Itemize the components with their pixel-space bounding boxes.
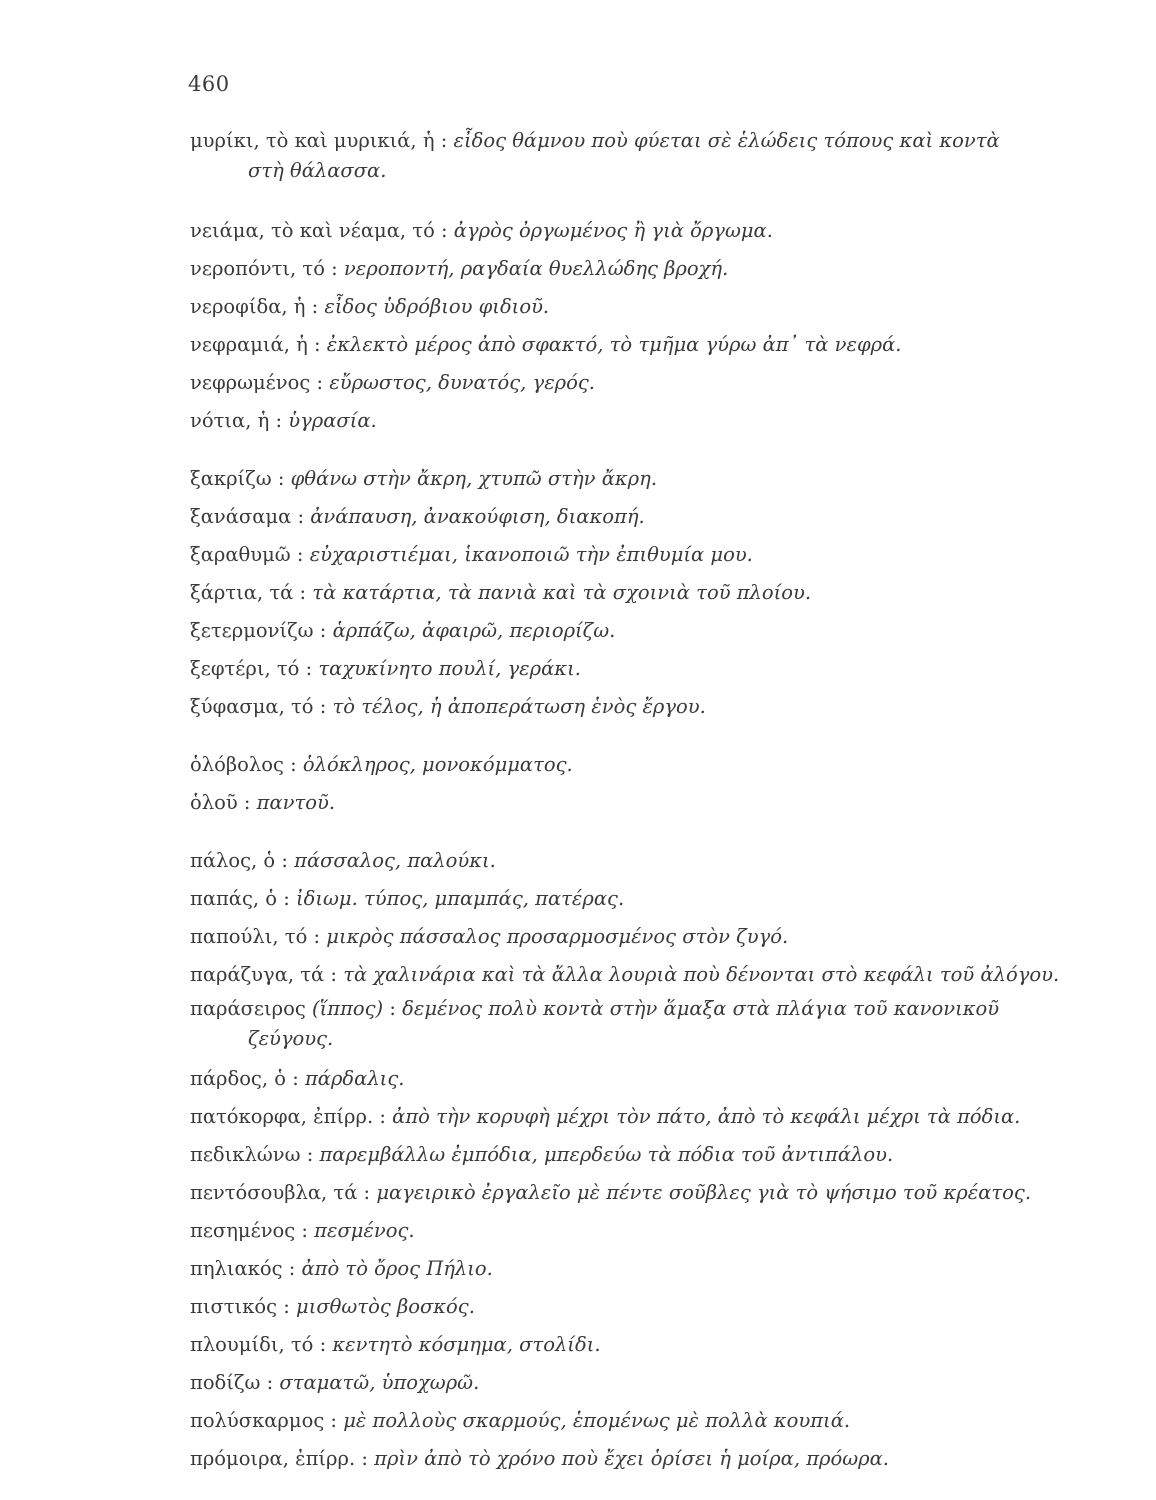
glossary-entry: παράσειρος (ἵππος) : δεμένος πολὺ κοντὰ στὴν ἅμαξα στὰ πλάγια τοῦ κανονικοῦ ζεύγους.: [190, 994, 1050, 1060]
definition: ταχυκίνητο πουλί, γεράκι.: [318, 657, 581, 680]
definition: ἀγρὸς ὀργωμένος ἢ γιὰ ὄργωμα.: [453, 219, 773, 242]
definition: εὔρωστος, δυνατός, γερός.: [329, 371, 595, 394]
grammar-note: (ἵππος): [312, 997, 384, 1020]
headword: νειάμα, τὸ καὶ νέαμα, τό: [190, 219, 435, 242]
headword: πεδικλώνω: [190, 1143, 301, 1166]
headword: νεροφίδα, ἡ: [190, 295, 306, 318]
glossary-entry: πεντόσουβλα, τά : μαγειρικὸ ἐργαλεῖο μὲ πέντε σοῦβλες γιὰ τὸ ψήσιμο τοῦ κρέατος.: [190, 1181, 1032, 1204]
definition: πρὶν ἀπὸ τὸ χρόνο ποὺ ἔχει ὁρίσει ἡ μοίρα, πρόωρα.: [374, 1447, 889, 1470]
glossary-entry: ξακρίζω : φθάνω στὴν ἄκρη, χτυπῶ στὴν ἄκρη.: [190, 467, 658, 490]
definition: παρεμβάλλω ἐμπόδια, μπερδεύω τὰ πόδια τοῦ ἀντιπάλου.: [319, 1143, 894, 1166]
definition: κεντητὸ κόσμημα, στολίδι.: [332, 1333, 601, 1356]
headword: νεφραμιά, ἡ: [190, 333, 308, 356]
definition: ὑγρασία.: [288, 409, 377, 432]
definition: νεροποντή, ραγδαία θυελλώδης βροχή.: [343, 257, 729, 280]
section-gap: [190, 726, 1050, 746]
headword: πολύσκαρμος: [190, 1409, 325, 1432]
headword: νεροπόντι, τό: [190, 257, 325, 280]
glossary-entry: νεροφίδα, ἡ : εἶδος ὑδρόβιου φιδιοῦ.: [190, 295, 550, 318]
headword: ξάρτια, τά: [190, 581, 294, 604]
glossary-entry: ξάρτια, τά : τὰ κατάρτια, τὰ πανιὰ καὶ τὰ σχοινιὰ τοῦ πλοίου.: [190, 581, 812, 604]
definition: πάρδαλις.: [304, 1067, 405, 1090]
definition: φθάνω στὴν ἄκρη, χτυπῶ στὴν ἄκρη.: [290, 467, 658, 490]
definition-continued: στὴ θάλασσα.: [248, 159, 387, 182]
glossary-entry: μυρίκι, τὸ καὶ μυρικιά, ἡ : εἶδος θάμνου ποὺ φύεται σὲ ἑλώδεις τόπους καὶ κοντὰ στὴ θάλασσα.: [190, 126, 1050, 192]
glossary-entry: πάρδος, ὁ : πάρδαλις.: [190, 1067, 405, 1090]
headword: πλουμίδι, τό: [190, 1333, 314, 1356]
glossary-entry: νεφρωμένος : εὔρωστος, δυνατός, γερός.: [190, 371, 595, 394]
definition: πεσμένος.: [314, 1219, 415, 1242]
page-number: 460: [188, 72, 230, 96]
definition: μισθωτὸς βοσκός.: [296, 1295, 475, 1318]
definition: πάσσαλος, παλούκι.: [294, 849, 496, 872]
glossary-entry: ξετερμονίζω : ἁρπάζω, ἀφαιρῶ, περιορίζω.: [190, 619, 616, 642]
glossary-entry: πεσημένος : πεσμένος.: [190, 1219, 415, 1242]
glossary-entry: ὁλοῦ : παντοῦ.: [190, 791, 336, 814]
glossary-entry: πεδικλώνω : παρεμβάλλω ἐμπόδια, μπερδεύω τὰ πόδια τοῦ ἀντιπάλου.: [190, 1143, 894, 1166]
definition: εἶδος θάμνου ποὺ φύεται σὲ ἑλώδεις τόπους καὶ κοντὰ: [453, 129, 1000, 152]
headword: ὁλόβολος: [190, 753, 284, 776]
glossary-entry: πολύσκαρμος : μὲ πολλοὺς σκαρμούς, ἑπομένως μὲ πολλὰ κουπιά.: [190, 1409, 851, 1432]
glossary-entry: πρόμοιρα, ἐπίρρ. : πρὶν ἀπὸ τὸ χρόνο ποὺ ἔχει ὁρίσει ἡ μοίρα, πρόωρα.: [190, 1447, 889, 1470]
definition: ἀνάπαυση, ἀνακούφιση, διακοπή.: [310, 505, 645, 528]
glossary-entry: πατόκορφα, ἐπίρρ. : ἀπὸ τὴν κορυφὴ μέχρι τὸν πάτο, ἀπὸ τὸ κεφάλι μέχρι τὰ πόδια.: [190, 1105, 1021, 1128]
definition: μαγειρικὸ ἐργαλεῖο μὲ πέντε σοῦβλες γιὰ τὸ ψήσιμο τοῦ κρέατος.: [376, 1181, 1032, 1204]
glossary-entry: πάλος, ὁ : πάσσαλος, παλούκι.: [190, 849, 496, 872]
headword: νεφρωμένος: [190, 371, 311, 394]
glossary-entry: ξύφασμα, τό : τὸ τέλος, ἡ ἀποπεράτωση ἑνὸς ἔργου.: [190, 695, 706, 718]
definition: μὲ πολλοὺς σκαρμούς, ἑπομένως μὲ πολλὰ κουπιά.: [343, 1409, 851, 1432]
definition: εἶδος ὑδρόβιου φιδιοῦ.: [324, 295, 550, 318]
headword: ξαραθυμῶ: [190, 543, 291, 566]
section-gap: [190, 822, 1050, 842]
glossary-entry: νεφραμιά, ἡ : ἐκλεκτὸ μέρος ἀπὸ σφακτό, τὸ τμῆμα γύρω ἀπ᾽ τὰ νεφρά.: [190, 333, 902, 356]
glossary-entry: ξαραθυμῶ : εὐχαριστιέμαι, ἱκανοποιῶ τὴν ἐπιθυμία μου.: [190, 543, 753, 566]
glossary-entry: ξανάσαμα : ἀνάπαυση, ἀνακούφιση, διακοπή.: [190, 505, 645, 528]
headword: πιστικός: [190, 1295, 278, 1318]
definition: εὐχαριστιέμαι, ἱκανοποιῶ τὴν ἐπιθυμία μου.: [309, 543, 753, 566]
glossary-entry: παπούλι, τό : μικρὸς πάσσαλος προσαρμοσμένος στὸν ζυγό.: [190, 925, 789, 948]
headword: ποδίζω: [190, 1371, 261, 1394]
definition: δεμένος πολὺ κοντὰ στὴν ἅμαξα στὰ πλάγια τοῦ κανονικοῦ: [402, 997, 1000, 1020]
headword: ξακρίζω: [190, 467, 272, 490]
glossary-entry: νεροπόντι, τό : νεροποντή, ραγδαία θυελλώδης βροχή.: [190, 257, 729, 280]
definition: σταματῶ, ὑποχωρῶ.: [279, 1371, 480, 1394]
headword: παράσειρος: [190, 997, 306, 1020]
headword: ξύφασμα, τό: [190, 695, 314, 718]
definition-continued: ζεύγους.: [248, 1027, 334, 1050]
headword: πεντόσουβλα, τά: [190, 1181, 358, 1204]
definition: ἀπὸ τὴν κορυφὴ μέχρι τὸν πάτο, ἀπὸ τὸ κεφάλι μέχρι τὰ πόδια.: [392, 1105, 1021, 1128]
section-gap: [190, 192, 1050, 212]
headword: παράζυγα, τά: [190, 963, 325, 986]
definition: ὁλόκληρος, μονοκόμματος.: [302, 753, 573, 776]
definition: ἁρπάζω, ἀφαιρῶ, περιορίζω.: [332, 619, 616, 642]
headword: πάλος, ὁ: [190, 849, 276, 872]
definition: ἰδιωμ. τύπος, μπαμπάς, πατέρας.: [296, 887, 625, 910]
headword: πηλιακός: [190, 1257, 283, 1280]
glossary-entry: ποδίζω : σταματῶ, ὑποχωρῶ.: [190, 1371, 480, 1394]
glossary-list: [190, 126, 1060, 1478]
headword: πεσημένος: [190, 1219, 296, 1242]
glossary-entry: ξεφτέρι, τό : ταχυκίνητο πουλί, γεράκι.: [190, 657, 581, 680]
glossary-entry: παράζυγα, τά : τὰ χαλινάρια καὶ τὰ ἄλλα λουριὰ ποὺ δένονται στὸ κεφάλι τοῦ ἀλόγου.: [190, 963, 1060, 986]
glossary-entry: νότια, ἡ : ὑγρασία.: [190, 409, 377, 432]
definition: μικρὸς πάσσαλος προσαρμοσμένος στὸν ζυγό.: [326, 925, 789, 948]
headword: ὁλοῦ: [190, 791, 238, 814]
glossary-entry: πιστικός : μισθωτὸς βοσκός.: [190, 1295, 475, 1318]
headword: ξεφτέρι, τό: [190, 657, 300, 680]
definition: παντοῦ.: [256, 791, 336, 814]
definition: τὸ τέλος, ἡ ἀποπεράτωση ἑνὸς ἔργου.: [332, 695, 706, 718]
glossary-entry: ὁλόβολος : ὁλόκληρος, μονοκόμματος.: [190, 753, 573, 776]
headword: παπούλι, τό: [190, 925, 308, 948]
section-gap: [190, 440, 1050, 460]
glossary-entry: παπάς, ὁ : ἰδιωμ. τύπος, μπαμπάς, πατέρας.: [190, 887, 625, 910]
headword: μυρίκι, τὸ καὶ μυρικιά, ἡ: [190, 129, 435, 152]
headword: πάρδος, ὁ: [190, 1067, 286, 1090]
glossary-entry: πηλιακός : ἀπὸ τὸ ὄρος Πήλιο.: [190, 1257, 493, 1280]
headword: ξετερμονίζω: [190, 619, 314, 642]
definition: ἀπὸ τὸ ὄρος Πήλιο.: [301, 1257, 493, 1280]
glossary-entry: νειάμα, τὸ καὶ νέαμα, τό : ἀγρὸς ὀργωμένος ἢ γιὰ ὄργωμα.: [190, 219, 773, 242]
headword: ξανάσαμα: [190, 505, 292, 528]
headword: πατόκορφα, ἐπίρρ.: [190, 1105, 374, 1128]
headword: νότια, ἡ: [190, 409, 270, 432]
definition: τὰ κατάρτια, τὰ πανιὰ καὶ τὰ σχοινιὰ τοῦ πλοίου.: [312, 581, 812, 604]
definition: ἐκλεκτὸ μέρος ἀπὸ σφακτό, τὸ τμῆμα γύρω ἀπ᾽ τὰ νεφρά.: [326, 333, 902, 356]
glossary-entry: πλουμίδι, τό : κεντητὸ κόσμημα, στολίδι.: [190, 1333, 601, 1356]
definition: τὰ χαλινάρια καὶ τὰ ἄλλα λουριὰ ποὺ δένονται στὸ κεφάλι τοῦ ἀλόγου.: [343, 963, 1060, 986]
headword: πρόμοιρα, ἐπίρρ.: [190, 1447, 356, 1470]
headword: παπάς, ὁ: [190, 887, 278, 910]
